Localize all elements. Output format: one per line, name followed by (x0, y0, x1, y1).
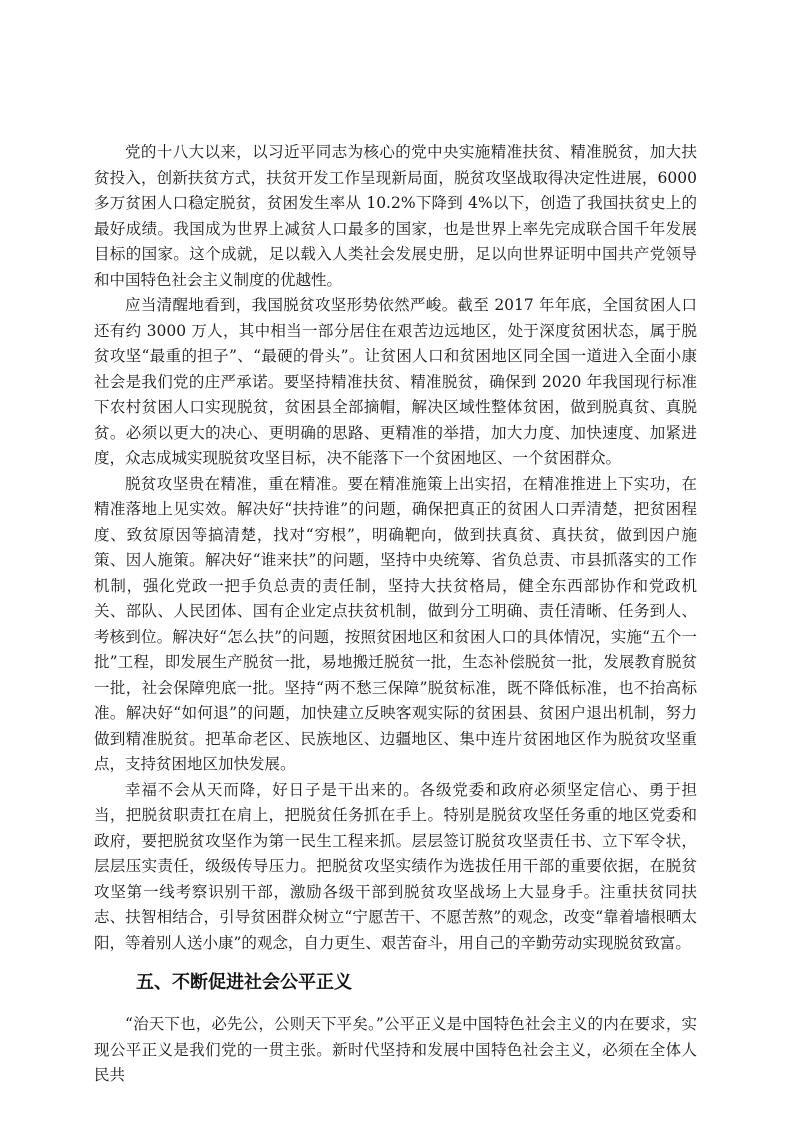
paragraph-happiness-work: 幸福不会从天而降，好日子是干出来的。各级党委和政府必须坚定信心、勇于担当，把脱贫职责扛在肩上，把脱贫任务抓在手上。特别是脱贫攻坚任务重的地区党委和政府，要把脱贫攻坚作为第一民生工程来抓。层层签订脱贫攻坚责任书、立下军令状，层层压实责任，级级传导压力。把脱贫攻坚实绩作为选拔任用干部的重要依据，在脱贫攻坚第一线考察识别干部，激励各级干部到脱贫攻坚战场上大显身手。注重扶贫同扶志、扶智相结合，引导贫困群众树立“宁愿苦干、不愿苦熬”的观念，改变“靠着墙根晒太阳，等着别人送小康”的观念，自力更生、艰苦奋斗，用自己的辛勤劳动实现脱贫致富。 (94, 780, 697, 952)
paragraph-poverty-progress: 党的十八大以来，以习近平同志为核心的党中央实施精准扶贫、精准脱贫，加大扶贫投入，创新扶贫方式，扶贫开发工作呈现新局面，脱贫攻坚战取得决定性进展，6000 多万贫困人口稳定脱贫，贫困发生率从 10.2%下降到 4%以下，创造了我国扶贫史上的最好成绩。我国成为世界上减贫人口最多的国家，也是世界上率先完成联合国千年发展目标的国家。这个成就，足以载入人类社会发展史册，足以向世界证明中国共产党领导和中国特色社会主义制度的优越性。 (94, 143, 697, 289)
document-body (94, 140, 697, 1089)
paragraph-poverty-situation: 应当清醒地看到，我国脱贫攻坚形势依然严峻。截至 2017 年年底，全国贫困人口还有约 3000 万人，其中相当一部分居住在艰苦边远地区，处于深度贫困状态，属于脱贫攻坚“最重的担子”、“最硬的骨头”。让贫困人口和贫困地区同全国一道进入全面小康社会是我们党的庄严承诺。要坚持精准扶贫、精准脱贫，确保到 2020 年我国现行标准下农村贫困人口实现脱贫，贫困县全部摘帽，解决区域性整体贫困，做到脱真贫、真脱贫。必须以更大的决心、更明确的思路、更精准的举措，加大力度、加快速度、加紧进度，众志成城实现脱贫攻坚目标，决不能落下一个贫困地区、一个贫困群众。 (94, 296, 697, 467)
section-heading: 五、不断促进社会公平正义 (136, 972, 352, 993)
paragraph-precision-poverty: 脱贫攻坚贵在精准，重在精准。要在精准施策上出实招，在精准推进上下实功，在精准落地上见实效。解决好“扶持谁”的问题，确保把真正的贫困人口弄清楚，把贫困程度、致贫原因等搞清楚，找对“穷根”，明确靶向，做到扶真贫、真扶贫，做到因户施策、因人施策。解决好“谁来扶”的问题，坚持中央统筹、省负总责、市县抓落实的工作机制，强化党政一把手负总责的责任制，坚持大扶贫格局，健全东西部协作和党政机关、部队、人民团体、国有企业定点扶贫机制，做到分工明确、责任清晰、任务到人、考核到位。解决好“怎么扶”的问题，按照贫困地区和贫困人口的具体情况，实施“五个一批”工程，即发展生产脱贫一批，易地搬迁脱贫一批，生态补偿脱贫一批，发展教育脱贫一批，社会保障兜底一批。坚持“两不愁三保障”脱贫标准，既不降低标准，也不抬高标准。解决好“如何退”的问题，加快建立反映客观实际的贫困县、贫困户退出机制，努力做到精准脱贫。把革命老区、民族地区、边疆地区、集中连片贫困地区作为脱贫攻坚重点，支持贫困地区加快发展。 (94, 474, 697, 773)
paragraph-social-fairness: “治天下也，必先公，公则天下平矣。”公平正义是中国特色社会主义的内在要求，实现公平正义是我们党的一贯主张。新时代坚持和发展中国特色社会主义，必须在全体人民共 (94, 1015, 697, 1084)
